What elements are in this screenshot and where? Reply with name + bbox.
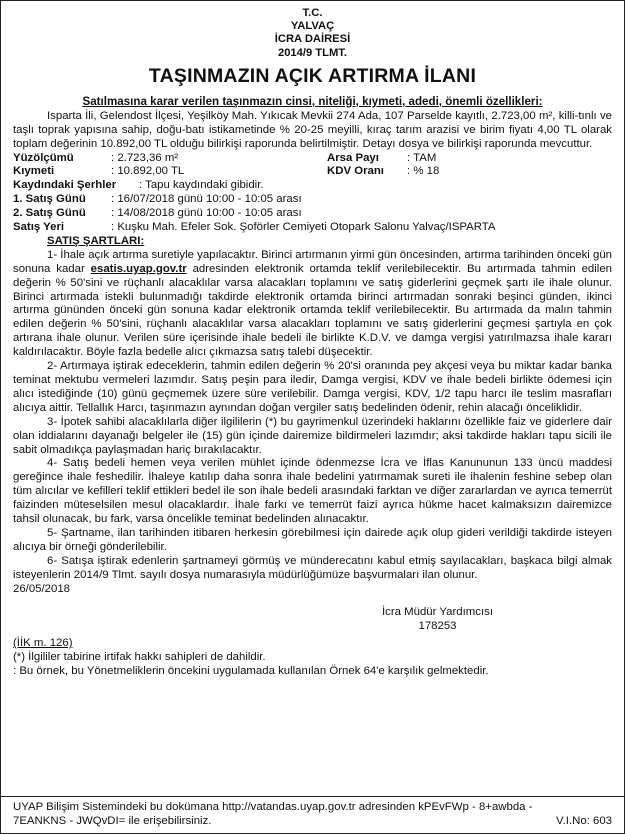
second-sale-label: 2. Satış Günü	[13, 207, 86, 220]
condition-2: 2- Artırmaya iştirak edeceklerin, tahmin edilen değerin % 20'si oranında pey akçesi veya bu miktar kadar banka teminat mektubu vermeleri lazımdır. Satış peşin para iledir, Damga vergisi, KDV ve ihale bedeli birlikte ödemesi için alıcı istediğinde (10) günü geçmemek üzere süre verilebilir. Damga vergisi, KDV, 1/2 tapu harcı ile teslim masrafları alıcıya aittir. Tellallık Harcı, taşınmazın aynından doğan vergiler satış bedelinden ödenir, rehin alacağı önceliklidir.	[13, 360, 612, 414]
sale-place-value: : Kuşku Mah. Efeler Sok. Şoförler Cemiyeti Otopark Salonu Yalvaç/ISPARTA	[111, 221, 496, 234]
footer-access-code: 7EANKNS - JWQvDI= ile erişebilirsiniz.	[13, 815, 212, 828]
footer-second-row	[13, 815, 612, 829]
sale-place-label: Satış Yeri	[13, 221, 65, 234]
vat-label: KDV Oranı	[327, 165, 384, 178]
signature-title: İcra Müdür Yardımcısı	[382, 605, 493, 618]
conditions-title: SATIŞ ŞARTLARI:	[47, 234, 145, 247]
first-sale-value: : 16/07/2018 günü 10:00 - 10:05 arası	[111, 193, 302, 206]
land-share-value: : TAM	[407, 151, 437, 164]
value-label: Kıymeti	[13, 165, 55, 178]
note-form-reference: : Bu örnek, bu Yönetmeliklerin öncekini uygulamada kullanılan Örnek 64'e karşılık gelmektedir.	[13, 664, 489, 677]
footer-version: V.I.No: 603	[556, 815, 612, 828]
esatis-link[interactable]: esatis.uyap.gov.tr	[90, 262, 187, 275]
first-sale-label: 1. Satış Günü	[13, 193, 86, 206]
property-description: Isparta İli, Gelendost İlçesi, Yeşilköy Mah. Yıkıcak Mevkii 274 Ada, 107 Parselde kayıtlı, 2.723,00 m², killi-tınlı ve taşlı toprak yapısına sahip, doğu-batı istikametinde % 20-25 meyilli, kıraç tarım arazisi ve birim fiyatı 4,00 TL olarak toplam değerinin 10.892,00 TL olduğu bilirkişi raporunda belirtilmiştir. Detayı dosya ve bilirkişi raporunda mevcuttur.	[13, 109, 612, 150]
condition-1	[13, 249, 612, 360]
annotations-row	[13, 179, 612, 193]
first-sale-row	[13, 193, 612, 207]
footer-uyap-line: UYAP Bilişim Sistemindeki bu dokümana http://vatandas.uyap.gov.tr adresinden kPEvFWp - 8+awbda -	[13, 801, 533, 814]
header-line-tc: T.C.	[302, 7, 323, 19]
note-interested-parties: (*) İlgililer tabirine irtifak hakkı sahipleri de dahildir.	[13, 650, 266, 663]
value-value: : 10.892,00 TL	[111, 165, 185, 178]
signature-number: 178253	[418, 619, 457, 632]
condition-5: 5- Şartname, ilan tarihinden itibaren herkesin görebilmesi için dairede açık olup gideri verildiği takdirde isteyen alıcıya bir örneği gönderilebilir.	[13, 526, 612, 553]
property-fields-table	[13, 152, 439, 180]
area-value: : 2.723,36 m²	[111, 151, 179, 164]
condition-4: 4- Satış bedeli hemen veya verilen mühlet içinde ödenmezse İcra ve İflas Kanununun 133 üncü maddesi gereğince ihale feshedilir. İhaleye katılıp daha sonra ihale bedelini yatırmamak sureti ile ihalenin feshine sebep olan tüm alıcılar ve kefilleri teklif ettikleri bedel ile son ihale bedeli arasındaki farktan ve diğer zararlardan ve ayrıca temerrüt faizinden müteselsilen mesul olacaklardır. İhale farkı ve temerrüt faizi ayrıca hükme hacet kalmaksızın dairemizce tahsil olunacak, bu fark, varsa öncelikle teminat bedelinden alınacaktır.	[13, 457, 612, 526]
second-sale-value: : 14/08/2018 günü 10:00 - 10:05 arası	[111, 207, 302, 220]
condition-3: 3- İpotek sahibi alacaklılarla diğer ilgililerin (*) bu gayrimenkul üzerindeki haklarını özellikle faiz ve giderlere dair olan iddialarını dayanağı belgeler ile (15) gün içinde dairemize bildirmeleri lazımdır; aksi takdirde hakları tapu sicili ile sabit olmadıkça paylaşmadan hariç bırakılacaktır.	[13, 415, 612, 456]
header-line-file: 2014/9 TLMT.	[277, 46, 347, 59]
signature-block	[263, 605, 612, 634]
condition-6: 6- Satışa iştirak edenlerin şartnameyi görmüş ve münderecatını kabul etmiş sayılacakları, başkaca bilgi almak isteyenlerin 2014/9 Tlmt. sayılı dosya numarasıyla müdürlüğümüze başvurmaları ilan olunur.	[13, 554, 612, 581]
property-subtitle: Satılmasına karar verilen taşınmazın cinsi, niteliği, kıymeti, adedi, önemli özellikleri:	[82, 94, 543, 108]
sale-place-row	[13, 221, 612, 235]
annotations-value: : Tapu kaydındaki gibidir.	[139, 179, 264, 192]
condition-1-text-b: adresinden elektronik ortamda teklif verilebilecektir. Bu artırmada tahmin edilen değerin % 50'sini ve rüçhanlı alacaklılar varsa alacakları toplamını ve satış giderlerini geçmek şartı ile ihale olunur. Birinci artırmada istekli bulunmadığı takdirde elektronik ortamda birinci artırmadan sonraki beşinci günden, ikinci artırma gününden önceki gün sonuna kadar elektronik ortamda teklif verilebilecektir. Bu artırmada da malın tahmin edilen değerin % 50'sini, rüçhanlı alacaklılar varsa alacakları toplamını ve satış giderlerini geçmesi şartıyla en çok artırana ihale olunur. Verilen süre içerisinde ihale bedeli ile birlikte K.D.V. ve damga vergisi yatırılmazsa ihale kararı kaldırılacaktır. Böyle fazla bedelle alıcı çıkmazsa satış talebi düşecektir.	[13, 262, 612, 359]
document-header	[13, 7, 612, 60]
area-label: Yüzölçümü	[13, 151, 74, 164]
header-line-city: YALVAÇ	[290, 20, 335, 33]
condition-1-text-a: 1- İhale açık artırma suretiyle yapılacaktır. Birinci artırmanın yirmi gün öncesinden, artırma tarihinden önceki gün sonuna kadar	[13, 248, 612, 275]
law-reference: (İİK m. 126)	[13, 637, 73, 650]
header-line-office: İCRA DAİRESİ	[274, 33, 351, 46]
land-share-label: Arsa Payı	[327, 151, 379, 164]
footer-divider	[1, 796, 624, 797]
second-sale-row	[13, 207, 612, 221]
page-title: TAŞINMAZIN AÇIK ARTIRMA İLANI	[148, 64, 477, 87]
annotations-label: Kaydındaki Şerhler	[13, 179, 117, 192]
vat-value: : % 18	[407, 165, 440, 178]
footer	[13, 801, 612, 829]
announcement-date: 26/05/2018	[13, 582, 71, 595]
